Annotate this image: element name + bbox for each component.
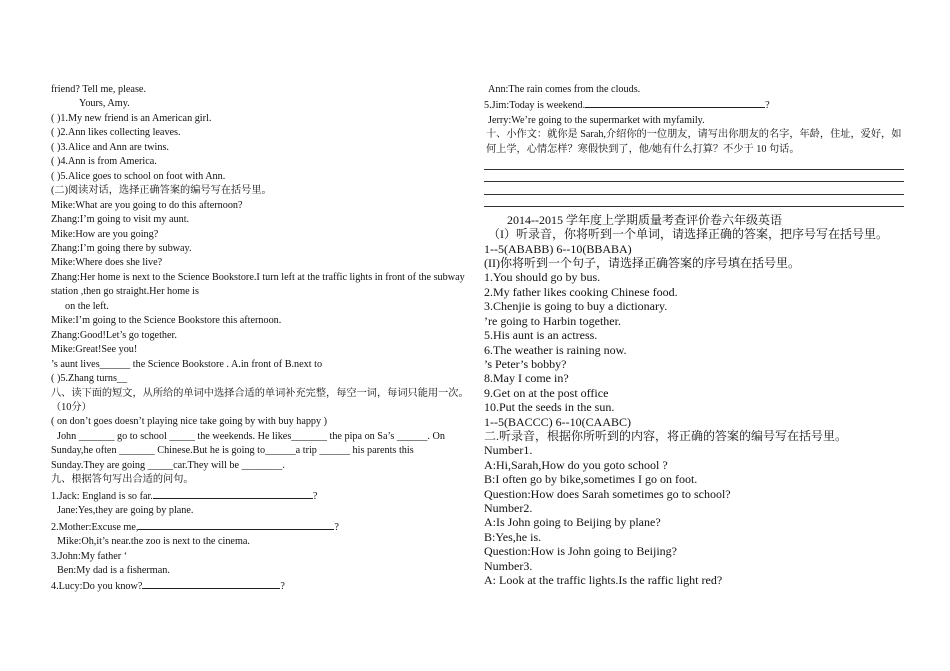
script-line: 1.You should go by bus.	[484, 270, 601, 285]
script-line: 10.Put the seeds in the sun.	[484, 400, 615, 415]
section-heading: 九、根据答句写出合适的问句。	[51, 474, 194, 486]
question-text: 1.Jack: England is so far.	[51, 490, 153, 502]
script-line: B:I often go by bike,sometimes I go on foot.	[484, 472, 698, 487]
question-line	[51, 578, 469, 594]
question-line: ’s aunt lives______ the Science Bookstore . A.in front of B.next to	[51, 358, 323, 370]
script-line: A: Look at the traffic lights.Is the raffic light red?	[484, 573, 723, 588]
answer-key: 1--5(BACCC) 6--10(CAABC)	[484, 414, 631, 429]
question-line	[51, 519, 469, 535]
question-mark: ?	[280, 581, 285, 593]
section-heading: 十、小作文：就你是 Sarah,介绍你的一位朋友，请写出你朋友的名字，年龄，住址，爱好，如何上学，心情怎样？寒假快到了，他/她有什么打算？不少于 10 句话。	[486, 129, 902, 155]
dialogue-line: Mike:What are you going to do this afternoon?	[51, 199, 243, 211]
question-mark: ?	[312, 490, 318, 502]
answer-blank	[585, 97, 765, 108]
dialogue-line: Zhang:I’m going there by subway.	[51, 242, 192, 254]
dialogue-line: Zhang:Good!Let’s go together.	[51, 329, 177, 341]
answer-blank	[142, 578, 280, 589]
dialogue-line: on the left.	[65, 300, 109, 312]
dialogue-line: Mike:Where does she live?	[51, 257, 163, 269]
answer-line: Jane:Yes,they are going by plane.	[57, 505, 194, 517]
question-line	[51, 488, 469, 504]
question-line: ( )5.Zhang turns__	[51, 373, 128, 385]
cloze-passage: John _______ go to school _____ the weekends. He likes_______ the pipa on Sa’s ______. On Sunday,he often _______ Chinese.But he is going to______a trip ______ his parents this Sunday.They are going _____car.They will be ________.	[51, 430, 445, 471]
dialogue-line: Zhang:Her home is next to the Science Bookstore.I turn left at the traffic lights in front of the subway station ,then go straight.Her home is	[51, 271, 465, 298]
question-mark: ?	[334, 521, 339, 533]
answer-key: 1--5(ABABB) 6--10(BBABA)	[484, 241, 632, 256]
dialogue-line: Zhang:I’m going to visit my aunt.	[51, 214, 190, 226]
question-mark: ?	[765, 100, 770, 112]
writing-line	[484, 157, 904, 170]
signature-line: Yours, Amy.	[79, 98, 130, 110]
word-bank: ( on don’t goes doesn’t playing nice take going by with buy happy )	[51, 416, 328, 428]
writing-line	[484, 170, 904, 183]
script-line: Number2.	[484, 500, 533, 515]
script-line: A:Is John going to Beijing by plane?	[484, 515, 661, 530]
script-line: 6.The weather is raining now.	[484, 342, 627, 357]
script-line: 5.His aunt is an actress.	[484, 328, 598, 343]
question-text: 5.Jim:Today is weekend.	[484, 100, 586, 112]
script-line: Question:How does Sarah sometimes go to school?	[484, 486, 731, 501]
script-line: 3.Chenjie is going to buy a dictionary.	[484, 299, 668, 314]
writing-line	[484, 195, 904, 208]
right-column	[484, 83, 904, 587]
script-line: 9.Get on at the post office	[484, 385, 609, 400]
script-line: Number3.	[484, 558, 533, 573]
answer-line: Mike:Oh,it’s near.the zoo is next to the cinema.	[57, 536, 250, 548]
script-line: 2.My father likes cooking Chinese food.	[484, 284, 678, 299]
question-line: ( )5.Alice goes to school on foot with Ann.	[51, 170, 226, 182]
section-heading: 八、读下面的短文，从所给的单词中选择合适的单词补充完整，每空一词，每词只能用一次。（10分）	[51, 387, 469, 413]
writing-line	[484, 182, 904, 195]
dialogue-line: Mike:I’m going to the Science Bookstore this afternoon.	[51, 315, 282, 327]
left-column	[51, 83, 469, 595]
answer-line: Ann:The rain comes from the clouds.	[488, 84, 641, 95]
text-line: friend? Tell me, please.	[51, 84, 146, 95]
answer-blank	[138, 519, 334, 530]
script-line: 8.May I come in?	[484, 371, 569, 386]
section-heading: (二)阅读对话，选择正确答案的编号写在括号里。	[51, 185, 272, 197]
question-line: ( )2.Ann likes collecting leaves.	[51, 127, 181, 139]
dialogue-line: Mike:How are you going?	[51, 228, 159, 240]
page-title: 2014--2015 学年度上学期质量考查评价卷六年级英语	[507, 213, 782, 228]
question-text: 2.Mother:Excuse me,	[51, 521, 139, 533]
section-heading: （I）听录音，你将听到一个单词，请选择正确的答案，把序号写在括号里。	[488, 227, 888, 242]
question-line: ( )4.Ann is from America.	[51, 156, 157, 168]
question-line: ( )1.My new friend is an American girl.	[51, 112, 212, 124]
answer-line: Jerry:We’re going to the supermarket with myfamily.	[488, 114, 705, 126]
dialogue-line: Mike:Great!See you!	[51, 344, 138, 356]
question-text: 4.Lucy:Do you know?	[51, 581, 143, 593]
script-line: Number1.	[484, 443, 533, 458]
script-line: Question:How is John going to Beijing?	[484, 544, 677, 559]
script-line: ’re going to Harbin together.	[484, 313, 621, 328]
answer-blank	[153, 488, 313, 499]
script-line: A:Hi,Sarah,How do you goto school ?	[484, 457, 668, 472]
script-line: B:Yes,he is.	[484, 529, 542, 544]
question-line	[484, 97, 904, 113]
question-line: 3.John:My father ‘	[51, 550, 128, 562]
section-heading: 二.听录音，根据你所听到的内容，将正确的答案的编号写在括号里。	[484, 428, 848, 443]
script-line: ’s Peter’s bobby?	[484, 356, 567, 371]
section-heading: (II)你将听到一个句子，请选择正确答案的序号填在括号里。	[484, 256, 800, 271]
question-line: ( )3.Alice and Ann are twins.	[51, 141, 169, 153]
answer-line: Ben:My dad is a fisherman.	[57, 564, 170, 576]
